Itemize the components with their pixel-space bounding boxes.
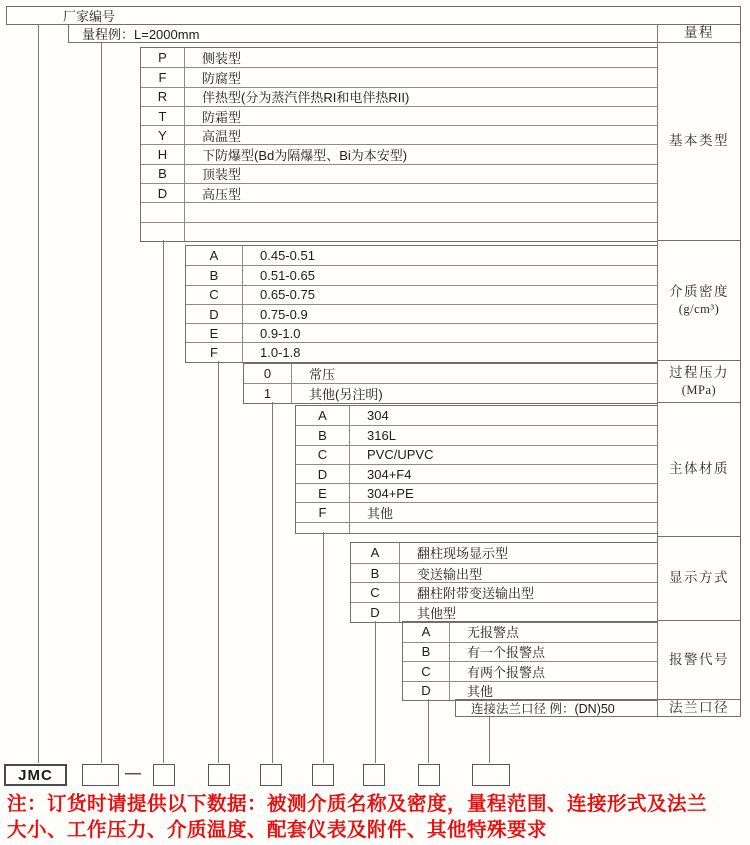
table-row xyxy=(296,445,658,464)
label-medium-density xyxy=(658,241,740,361)
desc-cell: 常压 xyxy=(309,367,336,383)
connector-line-alarm xyxy=(428,699,429,763)
desc-cell: 有两个报警点 xyxy=(467,664,546,680)
dash-separator: — xyxy=(125,765,141,782)
code-cell xyxy=(141,223,185,241)
code-box-flange xyxy=(472,764,510,786)
code-cell: 1 xyxy=(244,384,292,402)
desc-cell: 304+F4 xyxy=(367,466,412,482)
table-row xyxy=(351,543,658,563)
label-medium-density-unit: (g/cm³) xyxy=(678,302,720,317)
code-box-material xyxy=(312,764,334,786)
code-cell: Y xyxy=(141,126,185,144)
table-row xyxy=(403,661,658,681)
table-row xyxy=(186,342,658,361)
code-box-alarm xyxy=(418,764,440,786)
desc-cell: 翻柱附带变送输出型 xyxy=(417,586,535,602)
code-cell: C xyxy=(186,286,243,304)
display-mode-table xyxy=(350,542,658,623)
body-material-table xyxy=(295,405,658,534)
table-row xyxy=(141,87,658,106)
desc-cell: 下防爆型(Bd为隔爆型、Bi为本安型) xyxy=(202,148,408,164)
code-cell: F xyxy=(186,343,243,361)
table-row xyxy=(141,222,658,241)
label-alarm-code: 报警代号 xyxy=(658,621,740,700)
code-cell: D xyxy=(186,305,243,323)
label-display-mode: 显示方式 xyxy=(658,537,740,621)
code-cell: C xyxy=(296,446,350,464)
desc-cell: 防霜型 xyxy=(202,109,242,125)
label-process-pressure xyxy=(658,361,740,403)
alarm-code-table xyxy=(402,621,658,701)
label-medium-density-title: 介质密度 xyxy=(669,283,729,299)
ordering-note xyxy=(7,791,749,843)
table-row xyxy=(244,364,658,383)
table-row xyxy=(351,602,658,622)
connector-line-material xyxy=(323,532,324,763)
desc-cell: 316L xyxy=(367,427,396,443)
table-row xyxy=(403,642,658,662)
code-cell: F xyxy=(141,68,185,86)
code-cell: R xyxy=(141,88,185,106)
flange-size-row: 连接法兰口径 例：(DN)50 xyxy=(455,699,658,717)
desc-cell: 0.65-0.75 xyxy=(260,287,315,303)
connector-line-pressure xyxy=(272,402,273,763)
label-basic-type: 基本类型 xyxy=(658,43,740,241)
desc-cell: 0.51-0.65 xyxy=(260,267,315,283)
code-cell xyxy=(141,203,185,221)
label-flange-size: 法兰口径 xyxy=(669,699,729,715)
table-row xyxy=(296,522,658,534)
desc-cell: 304+PE xyxy=(367,485,414,501)
code-cell: D xyxy=(403,682,450,701)
connector-line-flange xyxy=(489,717,490,763)
connector-line-basic-type xyxy=(163,240,164,763)
desc-cell: 有一个报警点 xyxy=(467,645,546,661)
desc-cell: 0.45-0.51 xyxy=(260,248,315,264)
table-row xyxy=(141,125,658,144)
desc-cell: PVC/UPVC xyxy=(367,447,434,463)
desc-cell: 0.75-0.9 xyxy=(260,306,308,322)
table-row xyxy=(296,483,658,502)
code-box-range xyxy=(82,764,119,786)
category-label-column xyxy=(658,24,741,717)
code-cell: A xyxy=(186,246,243,265)
table-row xyxy=(296,502,658,521)
desc-cell: 变送输出型 xyxy=(417,566,483,582)
code-cell: B xyxy=(403,643,450,662)
table-row xyxy=(244,383,658,402)
table-row xyxy=(186,265,658,284)
label-range: 量程 xyxy=(658,25,740,43)
table-row xyxy=(403,622,658,642)
code-cell: E xyxy=(296,484,350,502)
desc-cell: 其他型 xyxy=(417,605,457,621)
desc-cell xyxy=(350,523,658,534)
code-cell: T xyxy=(141,107,185,125)
code-cell: B xyxy=(351,564,400,583)
table-row xyxy=(296,406,658,425)
table-row xyxy=(141,183,658,202)
connector-line-range xyxy=(101,43,102,763)
table-row xyxy=(141,164,658,183)
medium-density-table xyxy=(185,245,658,363)
table-row xyxy=(186,246,658,265)
desc-cell: 翻柱现场显示型 xyxy=(417,546,509,562)
desc-cell: 侧装型 xyxy=(202,51,242,67)
code-box-pressure xyxy=(260,764,282,786)
desc-cell: 0.9-1.0 xyxy=(260,325,301,341)
connector-line-display-mode xyxy=(375,621,376,763)
model-code-box: JMC xyxy=(4,764,67,786)
code-cell: A xyxy=(403,622,450,642)
table-row xyxy=(186,304,658,323)
code-cell: D xyxy=(351,603,400,622)
table-row xyxy=(141,67,658,86)
label-body-material: 主体材质 xyxy=(658,403,740,537)
desc-cell: 其他(另注明) xyxy=(309,386,383,402)
table-row xyxy=(186,285,658,304)
desc-cell xyxy=(185,203,658,221)
code-box-basic-type xyxy=(153,764,175,786)
code-cell: B xyxy=(296,426,350,444)
table-row xyxy=(141,202,658,221)
code-cell: B xyxy=(141,165,185,183)
connector-line-density xyxy=(218,361,219,763)
desc-cell: 伴热型(分为蒸汽伴热RI和电伴热RII) xyxy=(202,90,410,106)
code-cell: B xyxy=(186,266,243,284)
range-example-row: 量程例：L=2000mm xyxy=(68,24,658,43)
code-cell: H xyxy=(141,145,185,163)
desc-cell: 高压型 xyxy=(202,186,242,202)
table-row xyxy=(141,48,658,67)
factory-number-row: 厂家编号 xyxy=(6,6,741,25)
code-cell: C xyxy=(403,662,450,681)
desc-cell: 高温型 xyxy=(202,128,242,144)
desc-cell: 其他 xyxy=(467,684,494,700)
code-cell: 0 xyxy=(244,364,292,383)
label-process-pressure-unit: (MPa) xyxy=(681,383,717,398)
code-cell: P xyxy=(141,48,185,67)
desc-cell: 防腐型 xyxy=(202,70,242,86)
desc-cell: 其他 xyxy=(367,506,394,522)
code-cell: E xyxy=(186,324,243,342)
table-row xyxy=(186,323,658,342)
desc-cell: 304 xyxy=(367,408,389,424)
table-row xyxy=(351,582,658,602)
table-row xyxy=(351,563,658,583)
code-cell: A xyxy=(296,406,350,425)
code-cell: D xyxy=(141,184,185,202)
label-process-pressure-title: 过程压力 xyxy=(669,364,729,380)
ordering-note-line-2: 大小、工作压力、介质温度、配套仪表及附件、其他特殊要求 xyxy=(7,819,548,841)
desc-cell xyxy=(185,223,658,241)
code-cell: A xyxy=(351,543,400,563)
desc-cell: 无报警点 xyxy=(467,625,520,641)
code-box-display-mode xyxy=(363,764,385,786)
ordering-note-line-1: 注：订货时请提供以下数据：被测介质名称及密度，量程范围、连接形式及法兰 xyxy=(7,793,708,815)
code-cell: F xyxy=(296,503,350,521)
code-cell: D xyxy=(296,465,350,483)
basic-type-table xyxy=(140,47,658,242)
process-pressure-table xyxy=(243,363,658,404)
table-row xyxy=(141,144,658,163)
table-row xyxy=(296,464,658,483)
code-cell: C xyxy=(351,583,400,602)
table-row xyxy=(141,106,658,125)
desc-cell: 1.0-1.8 xyxy=(260,345,301,361)
desc-cell: 顶装型 xyxy=(202,167,242,183)
table-row xyxy=(403,681,658,701)
table-row xyxy=(296,425,658,444)
code-box-density xyxy=(208,764,230,786)
connector-line-factory xyxy=(38,24,39,763)
